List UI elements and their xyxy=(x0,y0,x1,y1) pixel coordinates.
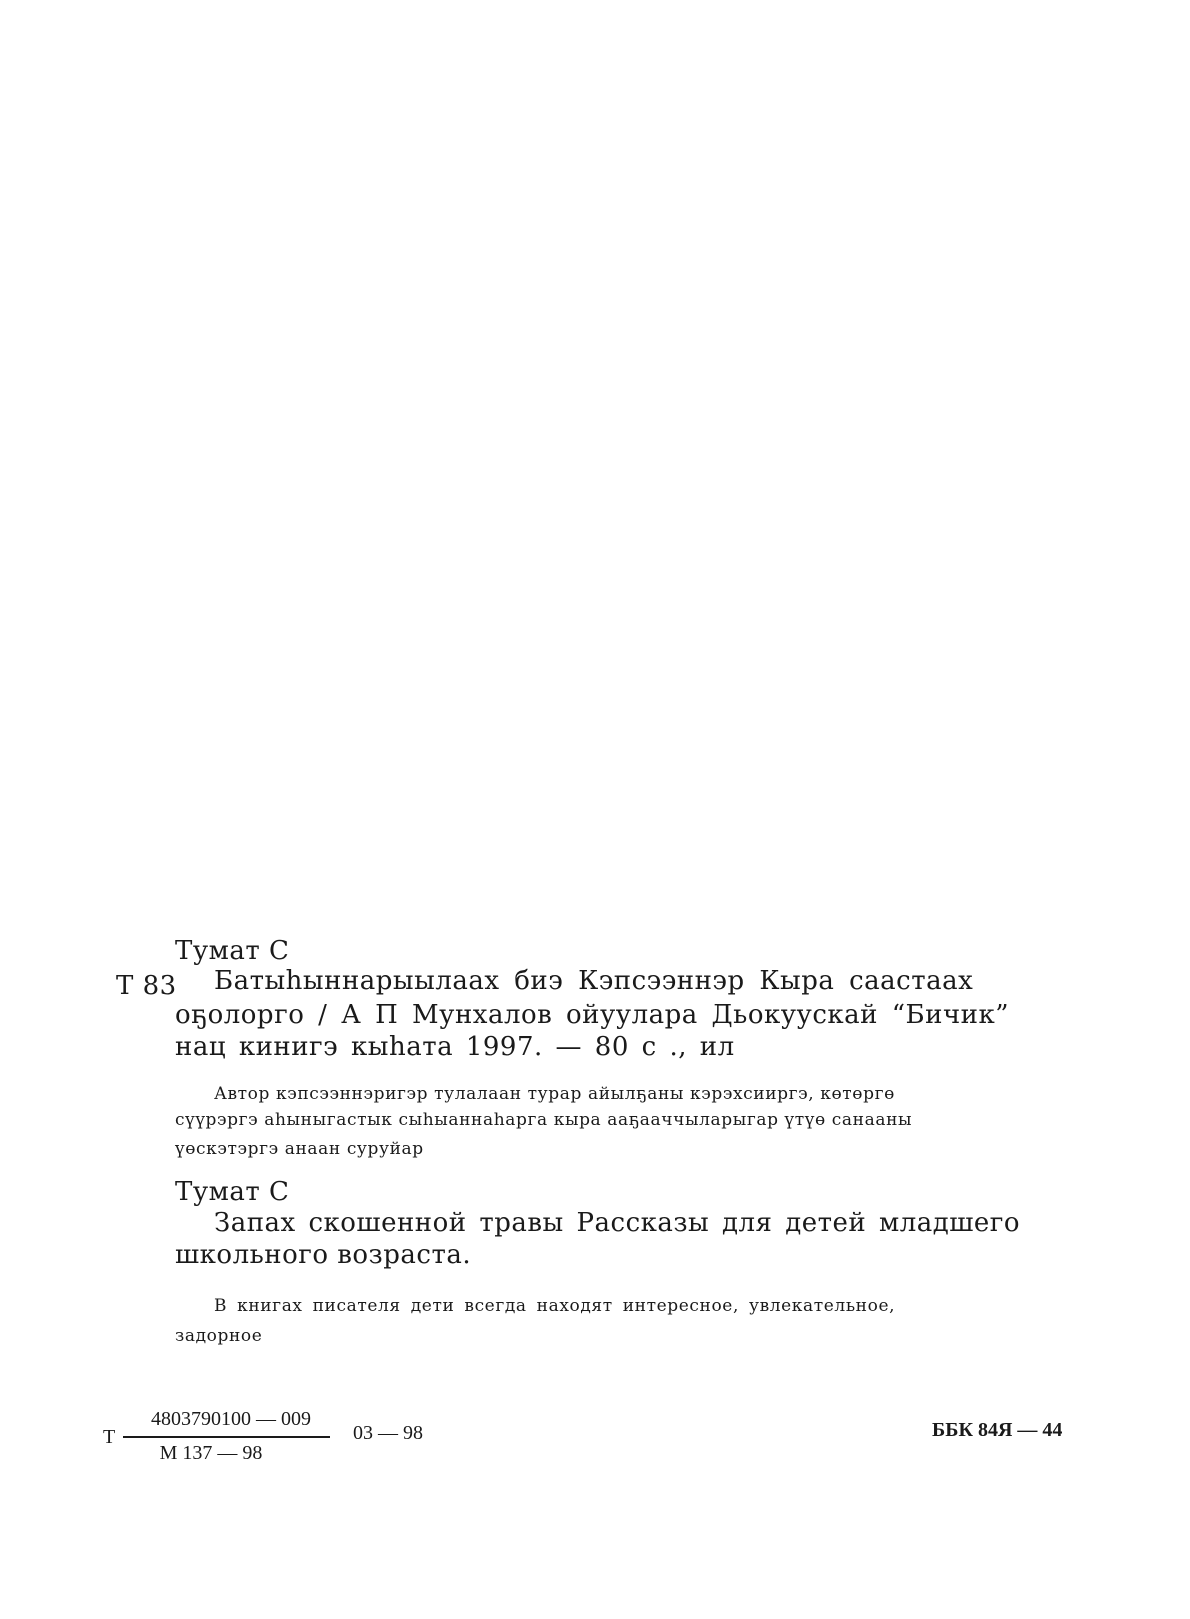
footer-prefix: Т xyxy=(103,1426,116,1448)
annotation-sakha-line-3: үөскэтэргэ анаан суруйар xyxy=(175,1139,424,1159)
title-line-3: нац кинигэ кыhата 1997. — 80 с ., ил xyxy=(175,1032,735,1062)
title-line-1: Батыhыннарыылаах биэ Кэпсээннэр Кыра саастаах xyxy=(214,966,974,996)
parallel-title-line-1: Запах скошенной травы Рассказы для детей младшего xyxy=(214,1208,1021,1238)
parallel-title-line-2: школьного возраста. xyxy=(175,1240,472,1270)
author-heading-russian: Тумат С xyxy=(175,1177,290,1207)
author-heading-sakha: Тумат С xyxy=(175,936,290,966)
footer-numerator: 4803790100 — 009 xyxy=(151,1408,311,1430)
footer-code: 03 — 98 xyxy=(353,1422,423,1444)
annotation-sakha-line-2: сүүрэргэ аhыныгастык сыhыаннаhарга кыра ааҕааччыларыгар үтүө санааны xyxy=(175,1110,913,1130)
footer-denominator: М 137 — 98 xyxy=(159,1442,263,1464)
call-number: Т 83 xyxy=(116,971,177,1001)
fraction-divider xyxy=(123,1436,330,1438)
bbk-code: ББК 84Я — 44 xyxy=(932,1419,1063,1441)
title-line-2: оҕолорго / А П Мунхалов ойуулара Дьокуускай “Бичик” xyxy=(175,1000,1010,1030)
annotation-sakha-line-1: Автор кэпсээннэригэр тулалаан турар айылҕаны кэрэхсииргэ, көтөргө xyxy=(214,1084,895,1104)
annotation-russian-line-2: задорное xyxy=(175,1326,263,1346)
annotation-russian-line-1: В книгах писателя дети всегда находят интересное, увлекательное, xyxy=(214,1296,896,1316)
